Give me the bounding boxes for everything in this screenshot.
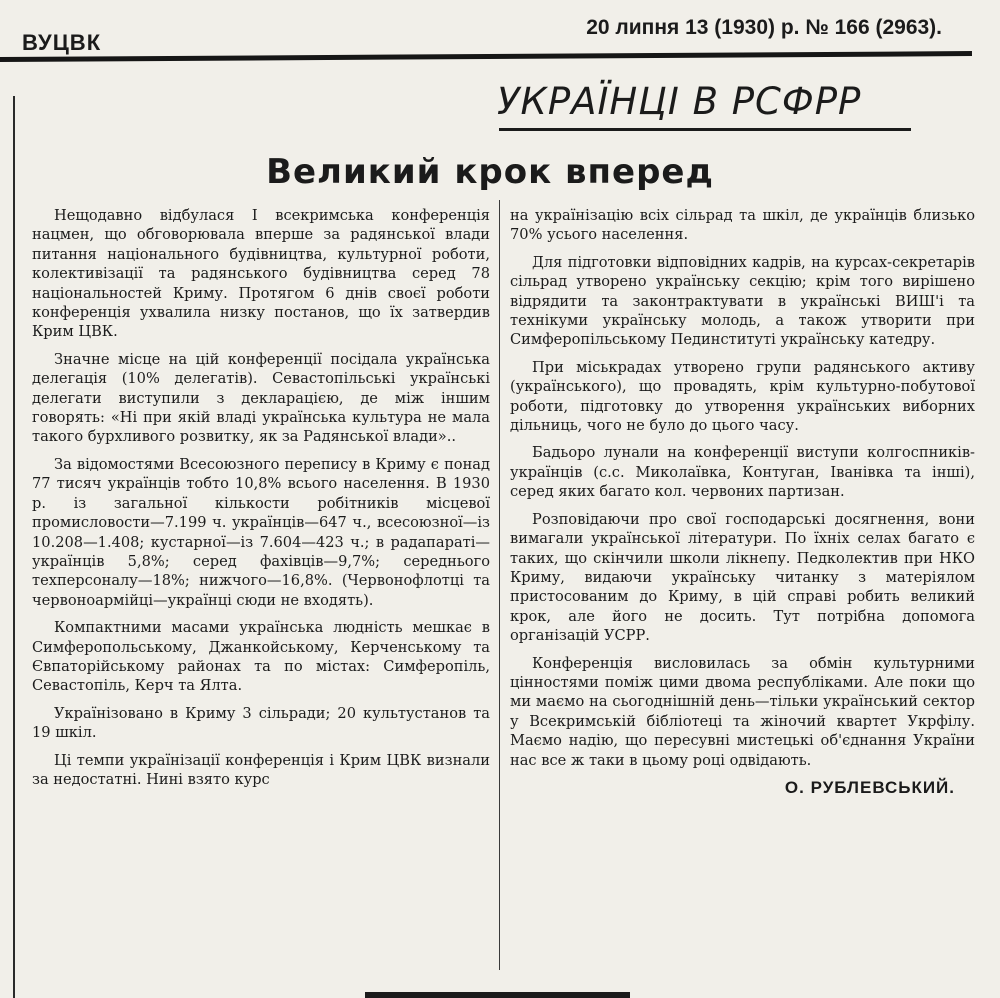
paragraph: Бадьоро лунали на конференції виступи колгоспників-українців (с.с. Миколаївка, Контуган, Іванівка та інші), серед яких багато кол. червоних партизан. [510,444,975,501]
author-signature: О. РУБЛЕВСЬКИЙ. [784,777,955,797]
section-rubric: УКРАЇНЦІ В РСФРР [497,80,862,123]
bottom-rule [365,992,630,998]
masthead-rule [0,51,972,62]
paragraph: Ці темпи українізації конференція і Крим ЦВК визнали за недостатні. Нині взято курс [32,751,490,788]
paragraph: Для підготовки відповідних кадрів, на курсах-секретарів сільрад утворено українську секцію; крім того вирішено відрядити та законтрактувати в українські ВИШ'і та технікуми українську молодь, а також утворити при Симферопільському Пединституті українську катедру. [510,253,975,349]
rubric-underline [499,128,911,131]
publisher-name: ВУЦВК [22,30,102,55]
article-column-left [32,206,490,797]
paragraph: Нещодавно відбулася І всекримська конференція нацмен, що обговорювала вперше за радянської влади питання національного будівництва, культурної роботи, колективізації та радянського будівництва серед 78 національностей Криму. Протягом 6 днів своєї роботи конференція ухвалила низку постанов, що їх затвердив Крим ЦВК. [32,207,490,341]
column-divider [499,200,500,970]
left-margin-rule [13,96,15,998]
article-column-right [510,206,975,797]
paragraph: Конференція висловилась за обмін культурними цінностями поміж цими двома республіками. Але поки що ми маємо на сьогоднішній день—тільки український сектор у Всекримській бібліотеці та жіночий квартет Укрфілу. Маємо надію, що пересувні мистецькі об'єднання України нас все ж таки в цьому році одвідають. [510,654,975,769]
paragraph: на українізацію всіх сільрад та шкіл, де українців близько 70% усього населення. [510,207,975,244]
paragraph: При міськрадах утворено групи радянського активу (українського), що провадять, крім культурно-побутової роботи, підготовку до утворення українських виборних дільниць, чого не було до цього часу. [510,358,975,435]
issue-date-number: 20 липня 13 (1930) р. № 166 (2963). [586,16,942,39]
article-headline: Великий крок вперед [266,152,714,192]
paragraph: Розповідаючи про свої господарські досягнення, вони вимагали української літератури. По їхніх селах багато є таких, що скінчили школи лікнепу. Педколектив при НКО Криму, видаючи українську читанку з матеріялом пристосованим до Криму, в цій справі робить великий крок, але його не досить. Тут потрібна допомога організацій УСРР. [510,510,975,645]
paragraph: Компактними масами українська людність мешкає в Симферопольському, Джанкойському, Керченському та Євпаторійському районах та по містах: Симферопіль, Севастопіль, Керч та Ялта. [32,619,490,695]
paragraph: Значне місце на цій конференції посідала українська делегація (10% делегатів). Севастопільські українські делегати виступили з декларацією, де між іншим говорять: «Ні при якій владі українська культура не мала такого бурхливого розвитку, як за Радянської влади».. [32,350,490,446]
paragraph: Українізовано в Криму 3 сільради; 20 культустанов та 19 шкіл. [32,704,490,742]
masthead [0,0,1000,66]
paragraph: За відомостями Всесоюзного перепису в Криму є понад 77 тисяч українців тобто 10,8% всього населення. В 1930 р. із загальної кількости робітників місцевої промисловости—7.199 ч. українців—647 ч., всесоюзної—із 10.208—1.408; кустарної—із 7.604—423 ч.; в радапараті—українців 5,8%; серед фахівців—9,7%; середнього техперсоналу—18%; нижчого—16,8%. (Червонофлотці та червоноармійці—українці сюди не входять). [32,455,490,609]
